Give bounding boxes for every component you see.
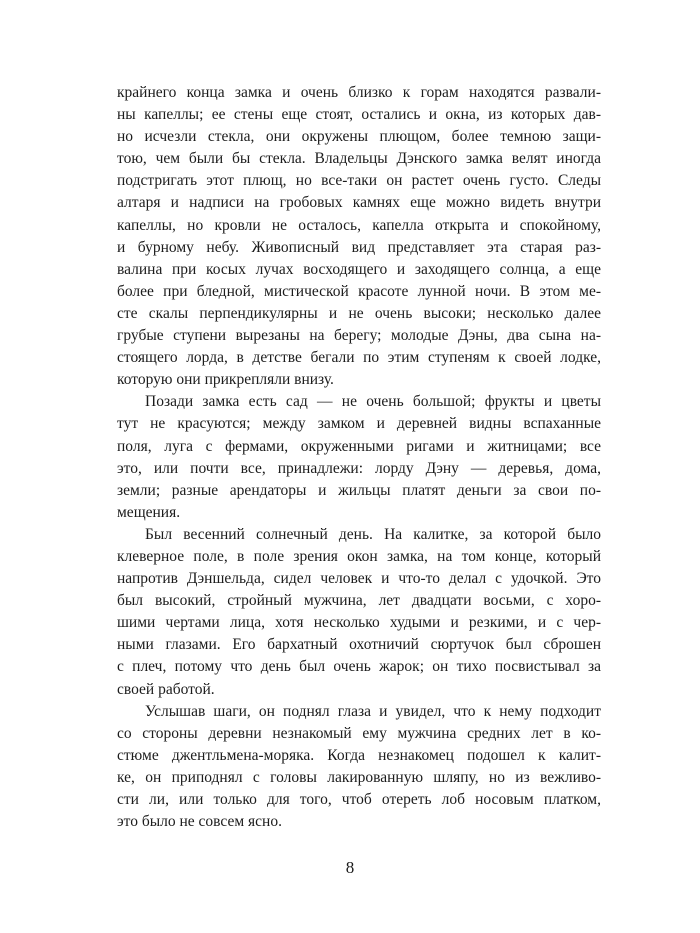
paragraph	[117, 524, 601, 701]
text-line: со стороны деревни незнакомый ему мужчина средних лет в ко-	[117, 724, 601, 742]
page-number: 8	[345, 858, 355, 877]
text-line: капеллы, но кровли не осталось, капелла открыта и спокойному,	[117, 216, 601, 234]
paragraph	[117, 82, 601, 391]
text-line: поля, луга с фермами, окруженными ригами и житницами; все	[117, 437, 601, 455]
text-line: шими чертами лица, хотя несколько худыми и резкими, и с чер-	[117, 614, 601, 632]
text-line: ке, он приподнял с головы лакированную шляпу, но из вежливо-	[117, 768, 601, 786]
text-line: подстригать этот плющ, но все-таки он растет очень густо. Следы	[117, 172, 601, 190]
text-line: был высокий, стройный мужчина, лет двадцати восьми, с хоро-	[117, 592, 601, 610]
text-line: которую они прикрепляли внизу.	[117, 371, 334, 389]
text-line: сте скалы перпендикулярны и не очень высоки; несколько далее	[117, 304, 601, 322]
text-line: более при бледной, мистической красоте лунной ночи. В этом ме-	[117, 282, 601, 300]
text-line: стюме джентльмена-моряка. Когда незнакомец подошел к калит-	[117, 746, 601, 764]
text-line: напротив Дэншельда, сидел человек и что-то делал с удочкой. Это	[117, 570, 601, 588]
text-line: валина при косых лучах восходящего и заходящего солнца, а еще	[117, 260, 601, 278]
text-line: земли; разные арендаторы и жильцы платят деньги за свои по-	[117, 481, 601, 499]
text-line: Позади замка есть сад — не очень большой; фрукты и цветы	[145, 393, 601, 411]
text-line: с плеч, потому что день был очень жарок; он тихо посвистывал за	[117, 658, 601, 676]
text-line: сти ли, или только для того, чтоб отереть лоб носовым платком,	[117, 791, 601, 808]
body-text	[117, 82, 601, 833]
text-line: ны капеллы; ее стены еще стоят, остались и окна, из которых дав-	[117, 106, 601, 124]
text-line: тут не красуются; между замком и деревней видны вспаханные	[117, 415, 601, 433]
text-line: но исчезли стекла, они окружены плющом, более темною защи-	[117, 128, 601, 146]
text-line: грубые ступени вырезаны на берегу; молодые Дэны, два сына на-	[117, 327, 601, 345]
text-line: тою, чем были бы стекла. Владельцы Дэнского замка велят иногда	[117, 150, 601, 168]
text-line: и бурному небу. Живописный вид представляет эта старая раз-	[117, 238, 601, 256]
text-line: Услышав шаги, он поднял глаза и увидел, что к нему подходит	[145, 702, 601, 720]
text-line: стоящего лорда, в детстве бегали по этим ступеням к своей лодке,	[117, 349, 601, 367]
paragraph	[117, 701, 601, 834]
text-line: это, или почти все, принадлежи: лорду Дэну — деревья, дома,	[117, 459, 601, 477]
paragraph	[117, 391, 601, 524]
text-line: ными глазами. Его бархатный охотничий сюртучок был сброшен	[117, 636, 601, 654]
text-line: Был весенний солнечный день. На калитке, за которой было	[145, 525, 601, 543]
text-line: крайнего конца замка и очень близко к горам находятся развали-	[117, 84, 601, 101]
text-line: своей работой.	[117, 680, 215, 698]
text-line: это было не совсем ясно.	[117, 813, 282, 831]
text-line: клеверное поле, в поле зрения окон замка, на том конце, который	[117, 547, 601, 565]
text-line: алтаря и надписи на гробовых камнях еще можно видеть внутри	[117, 194, 601, 212]
text-line: мещения.	[117, 503, 181, 521]
